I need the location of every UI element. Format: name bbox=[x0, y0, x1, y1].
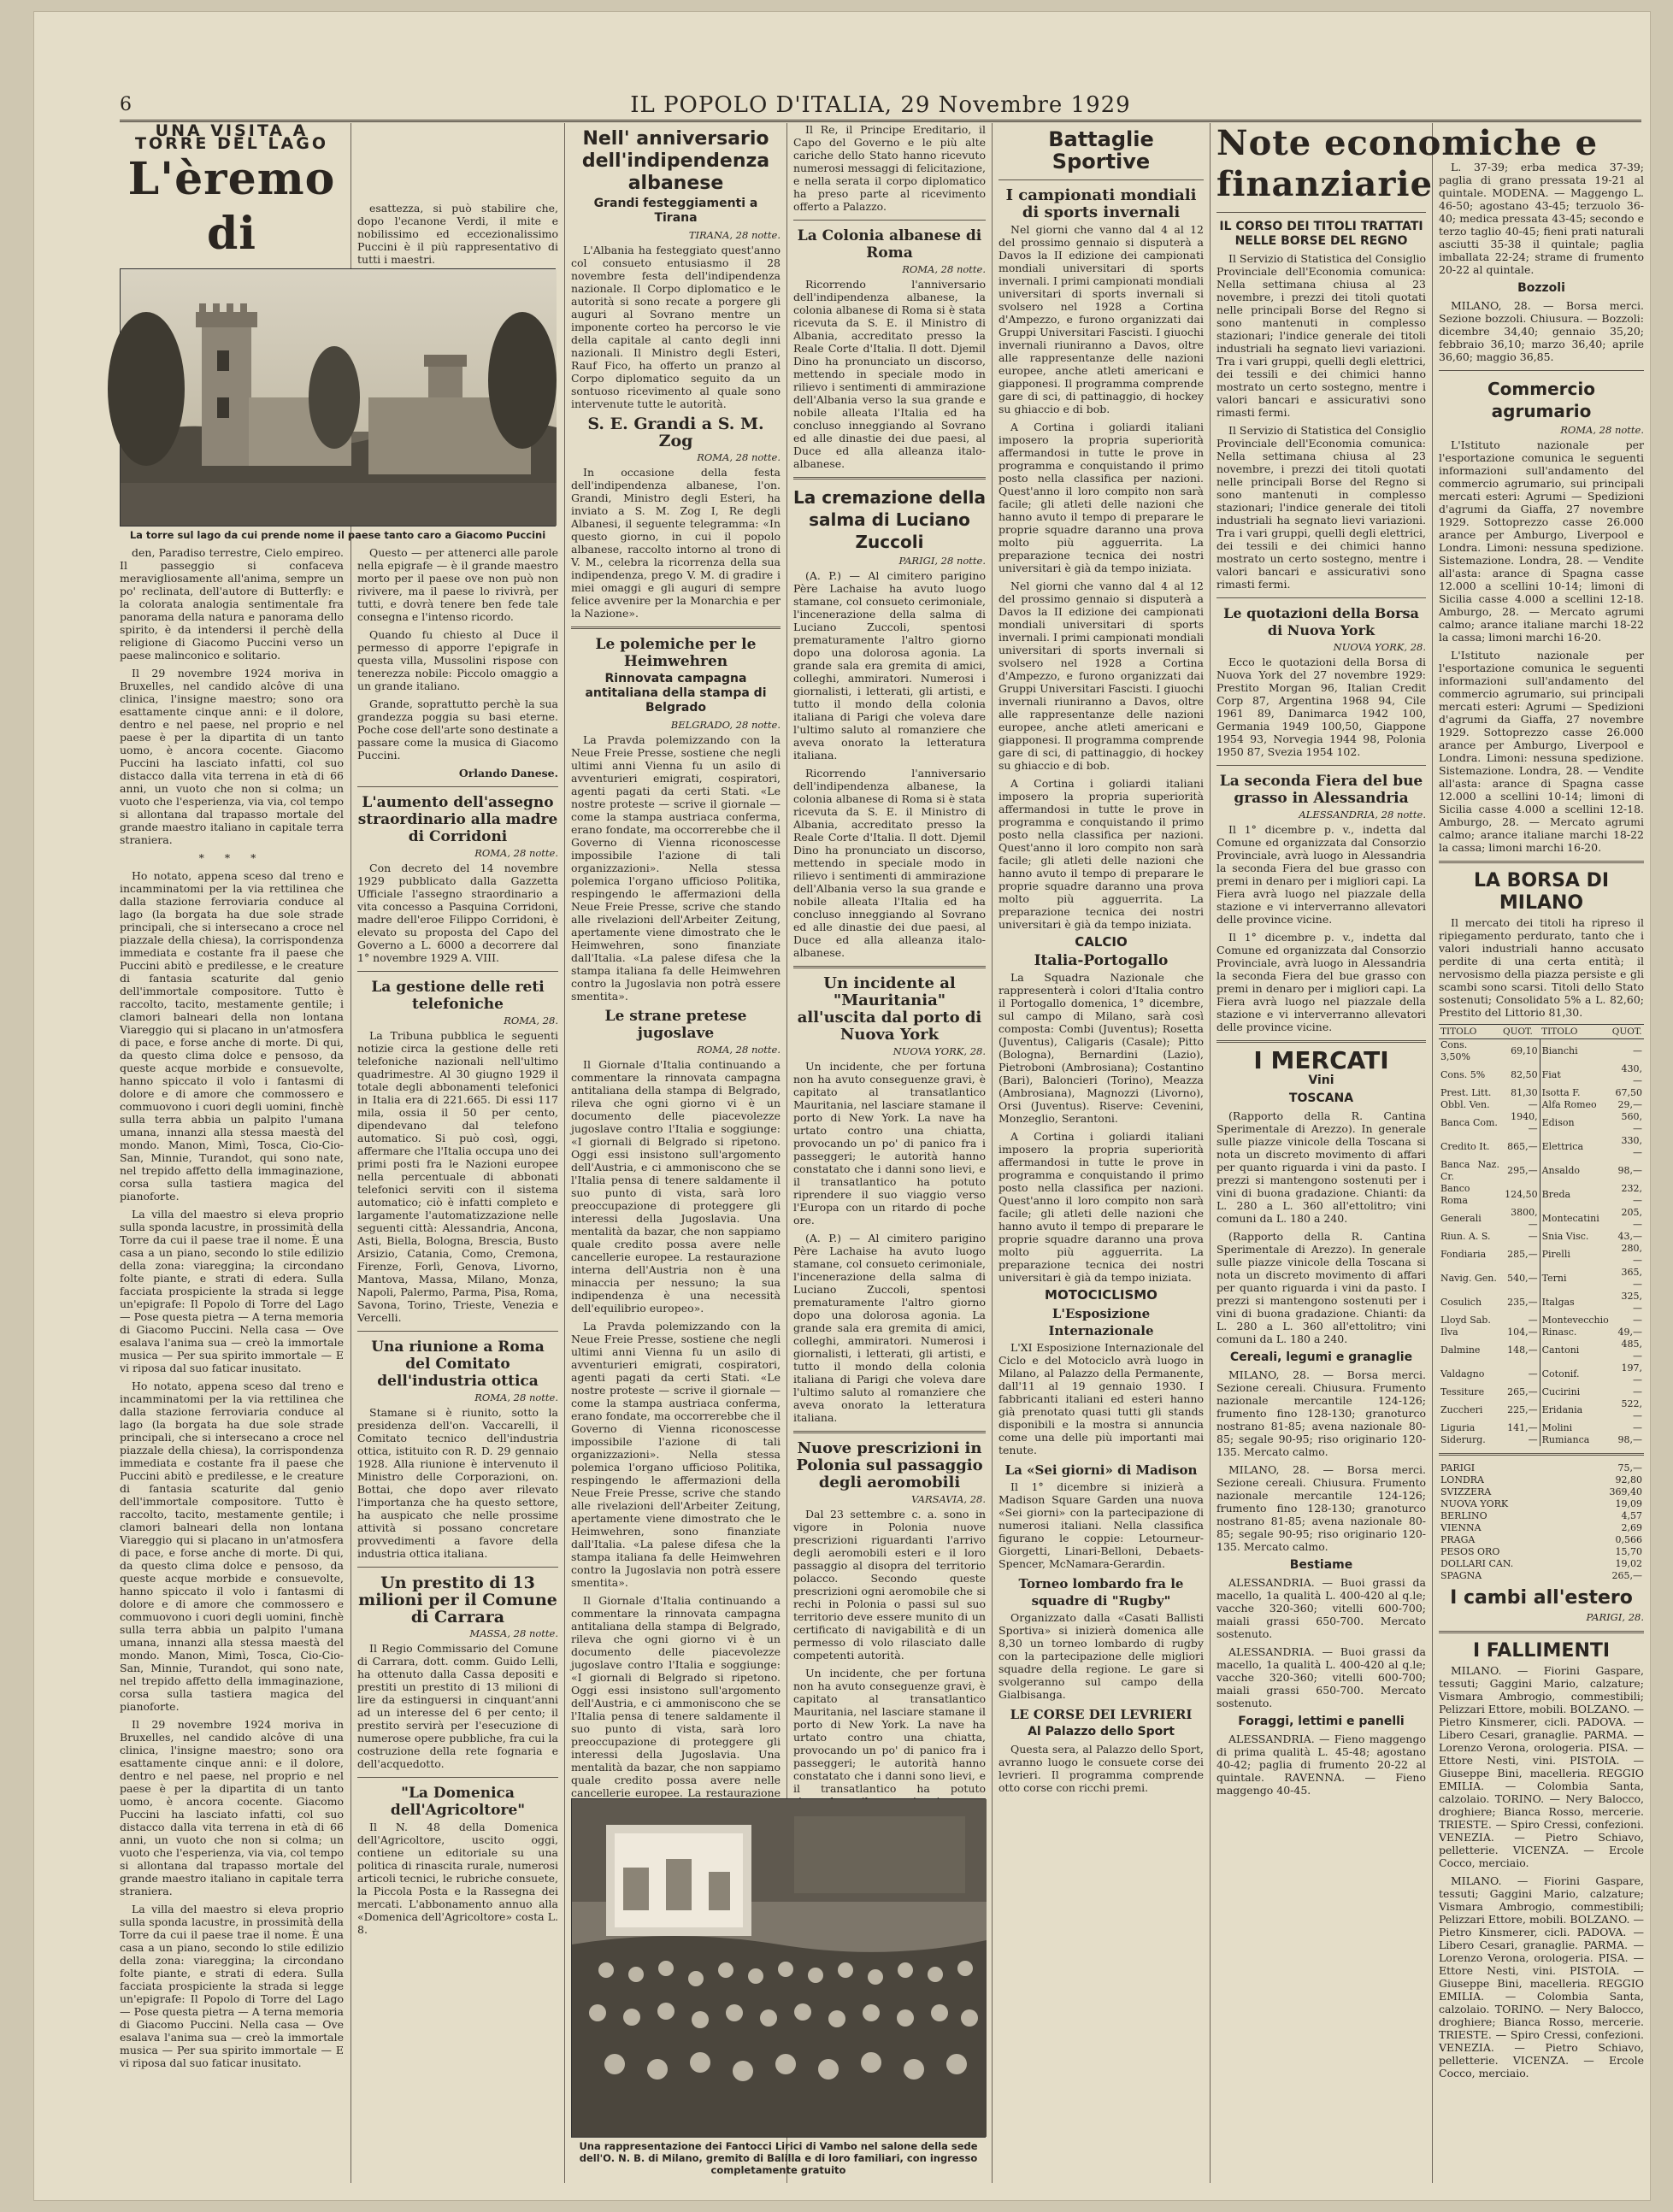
title-cell: Banco Roma bbox=[1440, 1183, 1470, 1206]
table-row bbox=[1439, 1386, 1644, 1398]
paragraph: La Tribuna pubblica le seguenti notizie circa la gestione delle reti telefoniche nazionali nell'ultimo quadrimestre. Al 30 giugno 1929 il totale degli abbonamenti telefonici in Italia era di 221.665. Di essi 117 mila, ossia il 50 per cento, dipendevano dal telefono automatico. Si può così, oggi, affermare che l'Italia occupa uno dei primi posti fra le Nazioni europee nella percentuale di abbonati telefonici serviti con il sistema automatico; ciò è infatti completo e largamente l'automatizzazione nelle seguenti città: Alessandria, Ancona, Asti, Biella, Bologna, Brescia, Busto Arsizio, Catania, Como, Cremona, Firenze, Forlì, Genova, Livorno, Mantova, Massa, Milano, Monza, Napoli, Palermo, Parma, Pisa, Roma, Savona, Torino, Trieste, Venezia e Vercelli. bbox=[357, 1029, 558, 1324]
paragraph: Il Giornale d'Italia continuando a commentare la rinnovata campagna antitaliana della stampa di Belgrado, rileva che ogni giorno vi è un documento delle piacevolezze jugoslave contro l'Italia e soggiunge: «I giornali di Belgrado si ripetono. Oggi essi insistono sull'argomento dell'Austria, e ci ammoniscono che se l'Italia pensa di tenere saldamente il suo punto di vista, sarà loro preoccupazione di proteggere gli interessi della Jugoslavia. Una mentalità da bazar, che non sappiamo quale credito possa avere nelle cancellerie europee. La restaurazione interna dell'Austria non è una minaccia per nessuno; la sua indipendenza è una necessità dell'equilibrio europeo». bbox=[571, 1058, 781, 1315]
masthead bbox=[120, 91, 1641, 122]
table-row bbox=[1439, 1570, 1644, 1582]
currency-cell: PRAGA bbox=[1440, 1534, 1476, 1545]
subhead: Grandi festeggiamenti a Tirana bbox=[593, 197, 758, 225]
table-row bbox=[1439, 1183, 1644, 1207]
headline-colonia: La Colonia albanese di Roma bbox=[797, 227, 982, 262]
quote-cell: 365,— bbox=[1621, 1267, 1642, 1290]
paragraph: den, Paradiso terrestre, Cielo empireo. Il passeggio si confaceva meravigliosamente all'anima, sempre un po' reclinata, dell'autore di Butterfly: e la colorata analogia sentimentale fra panorama della natura e panorama dello spirito, è da intendersi il perchè della religione di Giacomo Puccini verso un paese malinconico e solitario. bbox=[120, 546, 344, 662]
subhead: TOSCANA bbox=[1288, 1091, 1354, 1105]
quote-cell: 285,— bbox=[1507, 1249, 1538, 1260]
paragraph: L'Istituto nazionale per l'esportazione comunica le seguenti informazioni sull'andamento del commercio agrumario, sui principali mercati esteri: Agrumi — Spedizioni d'agrumi da Giaffa, 27 novembre 1929. Sottoprezzo casse 26.000 arance per Amburgo, Liverpool e Londra. Limoni: nessuna spedizione. Sistemazione. Londra, 28. — Vendite all'asta: arance di Spagna casse 12.000 a scellini 10-14; limoni di Sicilia casse 4.000 a scellini 12-18. Amburgo, 28. — Mercato agrumi calmo; arance italiane marchi 18-22 la cassa; limoni marchi 16-20. bbox=[1439, 649, 1644, 854]
title-cell: Banca Com. bbox=[1440, 1117, 1498, 1128]
photo-caption: Una rappresentazione dei Fantocci Lirici di Vambo nel salone della sede dell'O. N. B. di Milano, gremito di Balilla e di loro familiari, con ingresso completamente gratuito bbox=[579, 2140, 978, 2176]
paragraph: La villa del maestro si eleva proprio sulla sponda lacustre, in prossimità della Torre da cui il paese trae il nome. È una casa a un piano, secondo lo stile edilizio della zona: viareggina; la circondano folte piante, e strati di edera. Sulla facciata prospiciente la strada si legge un'epigrafe: Il Popolo di Torre del Lago — Pose questa pietra — A terna memoria di Giacomo Puccini. Nella casa — Ove esalava l'anima sua — creò la immortale musica — Per sua spirito immortale — E vi riposa dal suo faticar inusitato. bbox=[120, 1208, 344, 1374]
currency-cell: NUOVA YORK bbox=[1440, 1498, 1509, 1509]
headline-mercati: I MERCATI bbox=[1253, 1046, 1389, 1074]
headline-borsa-milano: LA BORSA DI MILANO bbox=[1473, 870, 1610, 914]
headline-anniversario: Nell' anniversario dell'indipendenza albanese bbox=[581, 128, 770, 194]
rate-cell: 19,02 bbox=[1615, 1558, 1642, 1569]
dateline: ROMA, 28 notte. bbox=[1560, 424, 1644, 436]
paragraph: MILANO, 28. — Borsa merci. Sezione cereali. Chiusura. Frumento nazionale mercantile 124-126; frumento fino 128-130; granoturco nostrano 81-85; avena nazionale 80-85; segale 90-95; riso originario 120-135. Mercato calmo. bbox=[1216, 1463, 1426, 1553]
title-cell: Navig. Gen. bbox=[1440, 1273, 1497, 1284]
title-cell: Liguria bbox=[1440, 1422, 1476, 1433]
paragraph: Ricorrendo l'anniversario dell'indipendenza albanese, la colonia albanese di Roma si è stata ricevuta da S. E. il Ministro di Albania, accreditato presso la Reale Corte d'Italia. Il dott. Djemil Dino ha pronunciato un discorso, mettendo in speciale modo in rilievo i sentimenti di ammirazione dell'Albania verso la sua grande e nobile alleata l'Italia ed ha concluso inneggiando al Sovrano ed alle dinastie dei due paesi, al Duce ed alla alleanza italo-albanese. bbox=[793, 767, 986, 959]
title-cell: Generali bbox=[1440, 1213, 1482, 1224]
headline-agrumario: Commercio agrumario bbox=[1487, 379, 1595, 421]
title-cell: Rinasc. bbox=[1540, 1327, 1611, 1338]
subhead: Al Palazzo dello Sport bbox=[1028, 1725, 1175, 1738]
table-row bbox=[1439, 1362, 1644, 1386]
quote-cell: — bbox=[1528, 1434, 1538, 1445]
section-title-note-economiche: Note economiche e finanziarie bbox=[1216, 123, 1599, 204]
paragraph: La Pravda polemizzando con la Neue Freie Presse, sostiene che negli ultimi anni Vienna fu un asilo di avventurieri emigrati, cospiratori, agenti pagati da certi Stati. «Le nostre proteste — scrive il giornale — come la stampa austriaca conferma, erano fondate, ma occorrerebbe che il Governo di Vienna riconoscesse impossibile l'azione di tali organizzazioni». Nella stessa polemica l'organo ufficioso Politika, respingendo le affermazioni della Neue Freie Presse, scrive che stando alle rivelazioni dell'Arbeiter Zeitung, apertamente viene dimostrato che le Heimwehren, sono finanziate dall'Italia. «La palese difesa che la stampa italiana fa delle Heimwehren contro la Jugoslavia non potrà essere smentita». bbox=[571, 733, 781, 1003]
column-3 bbox=[571, 123, 781, 1799]
paragraph: Il Servizio di Statistica del Consiglio Provinciale dell'Economia comunica: Nella settimana chiusa al 23 novembre, i prezzi dei titoli quotati nelle principali Borse del Regno si sono mantenuti in complesso stazionari; l'indice generale dei titoli industriali ha segnato lievi variazioni. Tra i vari gruppi, quelli degli elettrici, dei tessili e dei chimici hanno mostrato un certo sostegno, mentre i valori bancari e assicurativi sono rimasti fermi. bbox=[1216, 252, 1426, 419]
rate-cell: 19,09 bbox=[1615, 1498, 1642, 1509]
table-row bbox=[1439, 1159, 1644, 1183]
quote-cell: — bbox=[1528, 1368, 1538, 1380]
title-cell: Eridania bbox=[1540, 1398, 1611, 1422]
quote-cell: 197,— bbox=[1621, 1362, 1642, 1385]
table-row bbox=[1439, 1291, 1644, 1315]
headline-strane-pretese: Le strane pretese jugoslave bbox=[604, 1008, 747, 1042]
quote-cell: 330,— bbox=[1621, 1135, 1642, 1158]
quote-cell: — bbox=[1633, 1422, 1642, 1433]
currency-cell: VIENNA bbox=[1440, 1522, 1482, 1533]
table-row bbox=[1439, 1243, 1644, 1267]
title-cell: Ansaldo bbox=[1540, 1159, 1611, 1183]
title-cell: Prest. Litt. bbox=[1440, 1087, 1492, 1098]
dateline: TIRANA, 28 notte. bbox=[688, 229, 781, 241]
quotations-table bbox=[1439, 1024, 1644, 1446]
paragraph: Il 1° dicembre p. v., indetta dal Comune ed organizzata dal Consorzio Provinciale, avrà luogo in Alessandria la seconda Fiera del bue grasso con premi in denaro per i migliori capi. La Fiera avrà luogo nel piazzale della stazione e vi interverranno allevatori delle province vicine. bbox=[1216, 823, 1426, 926]
table-row bbox=[1439, 1099, 1644, 1111]
subhead: Foraggi, lettimi e panelli bbox=[1238, 1715, 1405, 1728]
currency-cell: LONDRA bbox=[1440, 1474, 1484, 1485]
paragraph: L'XI Esposizione Internazionale del Ciclo e del Motociclo avrà luogo in Milano, al Palazzo della Permanente, dall'11 al 19 gennaio 1930. I fabbricanti italiani ed esteri hanno già prenotato quasi tutti gli stands disponibili e la mostra si annuncia come una delle più importanti mai tenute. bbox=[998, 1341, 1204, 1456]
quote-cell: 235,— bbox=[1507, 1297, 1538, 1308]
paragraph: Il Regio Commissario del Comune di Carrara, dott. comm. Guido Lelli, ha ottenuto dalla Cassa depositi e prestiti un prestito di 13 milioni di lire da estinguersi in cinquant'anni ad un interesse del 6 per cento; il prestito servirà per l'esecuzione di numerose opere pubbliche, fra cui la costruzione della rete fognaria e dell'acquedotto. bbox=[357, 1642, 558, 1770]
paragraph: Questa sera, al Palazzo dello Sport, avranno luogo le consuete corse dei levrieri. Il programma comprende otto corse con ricchi premi. bbox=[998, 1743, 1204, 1794]
table-row bbox=[1439, 1338, 1644, 1362]
title-cell: Valdagno bbox=[1440, 1368, 1485, 1380]
title-cell: Dalmine bbox=[1440, 1344, 1481, 1356]
paragraph: La villa del maestro si eleva proprio sulla sponda lacustre, in prossimità della Torre da cui il paese trae il nome. È una casa a un piano, secondo lo stile edilizio della zona: viareggina; la circondano folte piante, e strati di edera. Sulla facciata prospiciente la strada si legge un'epigrafe: Il Popolo di Torre del Lago — Pose questa pietra — A terna memoria di Giacomo Puccini. Nella casa — Ove esalava l'anima sua — creò la immortale musica — Per sua spirito immortale — E vi riposa dal suo faticar inusitato. bbox=[120, 1903, 344, 2069]
paragraph: Dal 23 settembre c. a. sono in vigore in Polonia nuove prescrizioni riguardanti l'arrivo degli aeromobili esteri e il loro passaggio al disopra del territorio polacco. Secondo queste prescrizioni ogni aeromobile che si rechi in Polonia o passi sul suo territorio deve essere munito di un certificato di navigabilità e di un permesso di volo rilasciato dalle competenti autorità. bbox=[793, 1508, 986, 1662]
quote-cell: 205,— bbox=[1621, 1207, 1642, 1230]
title-cell: Ilva bbox=[1440, 1327, 1458, 1338]
quote-cell: 148,— bbox=[1507, 1344, 1538, 1356]
headline-italia-portogallo: Italia-Portogallo bbox=[1034, 952, 1169, 969]
title-cell: Riun. A. S. bbox=[1440, 1231, 1491, 1242]
paragraph: Il Servizio di Statistica del Consiglio Provinciale dell'Economia comunica: Nella settimana chiusa al 23 novembre, i prezzi dei titoli quotati nelle principali Borse del Regno si sono mantenuti in complesso stazionari; l'indice generale dei titoli industriali ha segnato lievi variazioni. Tra i vari gruppi, quelli degli elettrici, dei tessili e dei chimici hanno mostrato un certo sostegno, mentre i valori bancari e assicurativi sono rimasti fermi. bbox=[1216, 424, 1426, 591]
rate-cell: 15,70 bbox=[1615, 1546, 1642, 1557]
title-cell: Fondiaria bbox=[1440, 1249, 1487, 1260]
dateline: MASSA, 28 notte. bbox=[469, 1627, 558, 1639]
quote-cell: 43,— bbox=[1617, 1231, 1642, 1242]
table-header: TITOLO bbox=[1439, 1025, 1501, 1039]
headline-heimwehren: Le polemiche per le Heimwehren bbox=[595, 636, 757, 670]
section-calcio: CALCIO bbox=[1075, 934, 1128, 950]
rate-cell: 92,80 bbox=[1615, 1474, 1642, 1485]
rate-cell: 2,69 bbox=[1621, 1522, 1642, 1533]
headline-prestito: Un prestito di 13 milioni per il Comune di Carrara bbox=[358, 1574, 557, 1627]
title-cell: Cosulich bbox=[1440, 1297, 1482, 1308]
vambo-photo-block bbox=[571, 1798, 986, 2183]
quote-cell: 865,— bbox=[1507, 1141, 1538, 1152]
title-cell: Montecatini bbox=[1540, 1207, 1611, 1231]
paragraph: Il 1° dicembre p. v., indetta dal Comune ed organizzata dal Consorzio Provinciale, avrà luogo in Alessandria la seconda Fiera del bue grasso con premi in denaro per i migliori capi. La Fiera avrà luogo nel piazzale della stazione e vi interverranno allevatori delle province vicine. bbox=[1216, 931, 1426, 1033]
quote-cell: 98,— bbox=[1617, 1165, 1642, 1176]
table-row bbox=[1439, 1063, 1644, 1087]
paragraph: Quando fu chiesto al Duce il permesso di apporre l'epigrafe in questa villa, Mussolini rispose con tenerezza nobile: Piccolo omaggio a un grande italiano. bbox=[357, 628, 558, 692]
currency-cell: PARIGI bbox=[1440, 1462, 1476, 1474]
quote-cell: 522,— bbox=[1621, 1398, 1642, 1421]
title-cell: Fiat bbox=[1540, 1063, 1611, 1087]
quote-cell: — bbox=[1528, 1315, 1538, 1326]
quote-cell: — bbox=[1528, 1099, 1538, 1110]
paragraph: Organizzato dalla «Casati Ballisti Sportiva» si inizierà domenica alle 8,30 un torneo lombardo di rugby con la partecipazione delle migliori squadre della regione. Le gare si svolgeranno sul campo della Gialbisanga. bbox=[998, 1611, 1204, 1701]
rate-cell: 4,57 bbox=[1621, 1510, 1642, 1521]
table-row bbox=[1439, 1398, 1644, 1422]
headline-battaglie: Battaglie Sportive bbox=[1048, 127, 1154, 174]
paragraph: (Rapporto della R. Cantina Sperimentale di Arezzo). In generale sulle piazze vinicole della Toscana si nota un discreto movimento di affari per quanto riguarda i vini da pasto. I prezzi si mantengono sostenuti per i vini di buona gradazione. Chianti: da L. 280 a L. 360 all'ettolitro; vini comuni da L. 180 a 240. bbox=[1216, 1109, 1426, 1225]
title-cell: Elettrica bbox=[1540, 1135, 1611, 1159]
quote-cell: 232,— bbox=[1621, 1183, 1642, 1206]
column-7 bbox=[1439, 123, 1644, 2191]
rate-cell: 75,— bbox=[1617, 1462, 1642, 1474]
title-cell: Credito It. bbox=[1440, 1141, 1490, 1152]
quote-cell: 49,— bbox=[1617, 1327, 1642, 1338]
title-cell: Cons. 5% bbox=[1440, 1069, 1486, 1080]
paragraph: ALESSANDRIA. — Buoi grassi da macello, 1a qualità L. 400-420 al q.le; vacche 320-360; vitelli 600-700; maiali grassi 650-700. Mercato sostenuto. bbox=[1216, 1645, 1426, 1709]
title-cell: Siderurg. bbox=[1440, 1434, 1486, 1445]
title-cell: Edison bbox=[1540, 1111, 1611, 1135]
paragraph: MILANO. — Fiorini Gaspare, tessuti; Gaggini Mario, calzature; Vismara Ambrogio, commestibili; Pelizzari Ettore, mobili. BOLZANO. — Pietro Kinsmerer, cicli. PADOVA. — Libero Cesari, granaglie. PARMA. — Lorenzo Verona, orologeria. PISA. — Ettore Nesti, vini. PISTOIA. — Giuseppe Bini, macelleria. REGGIO EMILIA. — Colombia Santa, calzolaio. TORINO. — Nery Balocco, droghiere; Bianca Rosso, mercerie. TRIESTE. — Spiro Cressi, confezioni. VENEZIA. — Pietro Schiavo, pelletterie. VICENZA. — Ercole Cocco, merciaio. bbox=[1439, 1874, 1644, 2080]
paragraph: Grande, soprattutto perchè la sua grandezza poggia su basi eterne. Poche cose dell'arte sono destinate a passare come la musica di Giacomo Puccini. bbox=[357, 697, 558, 762]
quote-cell: 265,— bbox=[1507, 1386, 1538, 1397]
article-title: L'èremo di bbox=[127, 153, 336, 260]
title-cell: Terni bbox=[1540, 1267, 1611, 1291]
column-4 bbox=[793, 123, 986, 1795]
paragraph: A Cortina i goliardi italiani imposero la propria superiorità affermandosi in tutte le prove in programma e conquistando il primo posto nella classifica per nazioni. Quest'anno il loro compito non sarà facile; gli atleti delle nazioni che hanno avuto il tempo di preparare le proprie squadre daranno una prova molto più agguerrita. La preparazione tecnica dei nostri universitari è già da tempo iniziata. bbox=[998, 777, 1204, 931]
dateline: BELGRADO, 28 notte. bbox=[670, 719, 781, 731]
currency-cell: PESOS ORO bbox=[1440, 1546, 1500, 1557]
currency-cell: SPAGNA bbox=[1440, 1570, 1482, 1581]
table-row bbox=[1439, 1510, 1644, 1522]
paragraph: ALESSANDRIA. — Buoi grassi da macello, 1a qualità L. 400-420 al q.le; vacche 320-360; vitelli 600-700; maiali grassi 650-700. Mercato sostenuto. bbox=[1216, 1576, 1426, 1640]
table-header: TITOLO bbox=[1540, 1025, 1611, 1039]
table-row bbox=[1439, 1422, 1644, 1434]
paragraph: L. 37-39; erba medica 37-39; paglia di grano pressata 19-21 al quintale. MODENA. — Maggengo L. 46-50; agostano 43-45; terzuolo 36-40; medica pressata 43-45; secondo e terzo taglio 40-45; fieni prati naturali asciutti 35-38 il quintale; paglia imballata 22-24; strame di frumento 20-22 al quintale. bbox=[1439, 161, 1644, 276]
dateline: NUOVA YORK, 28. bbox=[892, 1045, 986, 1057]
quote-cell: 295,— bbox=[1507, 1165, 1538, 1176]
paragraph: In occasione della festa dell'indipendenza albanese, l'on. Grandi, Ministro degli Esteri, ha inviato a S. M. Zog I, Re degli Albanesi, il seguente telegramma: «In questo giorno, in cui il popolo albanese, raccolto intorno al trono di V. M., celebra la ricorrenza della sua indipendenza, prego V. M. di gradire i miei omaggi e gli auguri di sempre felice avvenire per la Monarchia e per la Nazione». bbox=[571, 466, 781, 620]
quote-cell: 124,50 bbox=[1505, 1189, 1538, 1200]
title-cell: Isotta F. bbox=[1540, 1087, 1611, 1099]
table-row bbox=[1439, 1474, 1644, 1486]
table-row bbox=[1439, 1558, 1644, 1570]
paragraph: Il N. 48 della Domenica dell'Agricoltore, uscito oggi, contiene un editoriale su una politica di rinascita rurale, numerosi articoli tecnici, le rubriche consuete, la Piccola Posta e la Rassegna dei mercati. L'abbonamento annuo alla «Domenica dell'Agricoltore» costa L. 8. bbox=[357, 1821, 558, 1936]
title-cell: Cantoni bbox=[1540, 1338, 1611, 1362]
currency-cell: BERLINO bbox=[1440, 1510, 1487, 1521]
headline-domenica: "La Domenica dell'Agricoltore" bbox=[390, 1785, 526, 1819]
headline-rugby: Torneo lombardo fra le squadre di "Rugby" bbox=[1018, 1576, 1184, 1609]
table-row bbox=[1439, 1207, 1644, 1231]
table-row bbox=[1439, 1327, 1644, 1338]
quote-cell: 141,— bbox=[1507, 1422, 1538, 1433]
headline-cremazione: La cremazione della salma di Luciano Zuccoli bbox=[793, 487, 986, 552]
rate-cell: 0,566 bbox=[1615, 1534, 1642, 1545]
headline-mauritania: Un incidente al "Mauritania" all'uscita dal porto di Nuova York bbox=[797, 974, 982, 1044]
quote-cell: 225,— bbox=[1507, 1404, 1538, 1415]
signature: Orlando Danese. bbox=[458, 767, 558, 779]
title-cell: Italgas bbox=[1540, 1291, 1611, 1315]
title-cell: Montevecchio bbox=[1540, 1315, 1611, 1327]
paragraph: esattezza, si può stabilire che, dopo l'ecanone Verdi, il mite e nobilissimo ed eccezionalissimo Puccini è il più rappresentativo di tutti i maestri. bbox=[357, 202, 558, 266]
quote-cell: 104,— bbox=[1507, 1327, 1538, 1338]
newspaper-page bbox=[34, 12, 1650, 2200]
paragraph: Ricorrendo l'anniversario dell'indipendenza albanese, la colonia albanese di Roma si è stata ricevuta da S. E. il Ministro di Albania, accreditato presso la Reale Corte d'Italia. Il dott. Djemil Dino ha pronunciato un discorso, mettendo in speciale modo in rilievo i sentimenti di ammirazione dell'Albania verso la sua grande e nobile alleata l'Italia ed ha concluso inneggiando al Sovrano ed alle dinastie dei due paesi, al Duce ed alla alleanza italo-albanese. bbox=[793, 278, 986, 470]
column-2-body bbox=[357, 546, 558, 2191]
quote-cell: 280,— bbox=[1621, 1243, 1642, 1266]
paragraph: (A. P.) — Al cimitero parigino Père Lachaise ha avuto luogo stamane, col consueto cerimoniale, l'incenerazione della salma di Luciano Zuccoli, spentosi prematuramente l'altro giorno dopo una dolorosa agonia. La grande sala era gremita di amici, colleghi, ammiratori. Numerosi i giornalisti, i letterati, gli artisti, e tutto il mondo della colonia italiana di Parigi che voleva dare l'ultimo saluto al romanziere che aveva onorato la letteratura italiana. bbox=[793, 569, 986, 762]
paragraph: Nel giorni che vanno dal 4 al 12 del prossimo gennaio si disputerà a Davos la II edizione dei campionati mondiali universitari di sports invernali. I primi campionati mondiali universitari di sports invernali si svolsero nel 1928 a Cortina d'Ampezzo, e furono organizzati dai Gruppi Universitari Fascisti. I giuochi invernali riuniranno a Davos, oltre alle rappresentanze delle nazioni europee, anche atleti americani e giapponesi. Il programma comprende gare di sci, di pattinaggio, di hockey su ghiaccio e di bob. bbox=[998, 579, 1204, 772]
paragraph: Con decreto del 14 novembre 1929 pubblicato dalla Gazzetta Ufficiale l'assegno straordinario a vita concesso a Pasquina Corridoni, madre dell'eroe Filippo Corridoni, è elevato su proposta del Capo del Governo a L. 6000 a decorrere dal 1° novembre 1929 A. VIII. bbox=[357, 862, 558, 964]
subhead: Bozzoli bbox=[1517, 281, 1565, 295]
title-cell: Zuccheri bbox=[1440, 1404, 1483, 1415]
table-row bbox=[1439, 1267, 1644, 1291]
headline-cambi: I cambi all'estero bbox=[1450, 1587, 1633, 1609]
title-cell: Breda bbox=[1540, 1183, 1611, 1207]
table-row bbox=[1439, 1231, 1644, 1243]
subhead: Rinnovata campagna antitaliana della stampa di Belgrado bbox=[585, 672, 767, 715]
title-cell: Rumianca bbox=[1540, 1434, 1611, 1446]
dateline: ROMA, 28 notte. bbox=[697, 1044, 781, 1056]
subhead: Vini bbox=[1308, 1074, 1334, 1087]
subhead: Cereali, legumi e granaglie bbox=[1229, 1350, 1413, 1364]
column-1-body bbox=[120, 546, 344, 2191]
page-number: 6 bbox=[120, 94, 132, 115]
headline-borsa-ny: Le quotazioni della Borsa di Nuova York bbox=[1223, 605, 1419, 638]
paragraph: MILANO, 28. — Borsa merci. Sezione bozzoli. Chiusura. — Bozzoli: dicembre 34,40; gennaio 35,20; febbraio 36,10; marzo 36,40; aprile 36,60; maggio 36,85. bbox=[1439, 299, 1644, 363]
quote-cell: — bbox=[1633, 1315, 1642, 1326]
paragraph: ALESSANDRIA. — Fieno maggengo di prima qualità L. 45-48; agostano 40-42; paglia di frumento 20-22 al quintale. RAVENNA. — Fieno maggengo 40-45. bbox=[1216, 1733, 1426, 1797]
table-header: QUOT. bbox=[1501, 1025, 1540, 1039]
table-row bbox=[1439, 1498, 1644, 1510]
headline-assegno: L'aumento dell'assegno straordinario alla madre di Corridoni bbox=[357, 794, 558, 845]
headline-fallimenti: I FALLIMENTI bbox=[1472, 1640, 1611, 1662]
paragraph: Il mercato dei titoli ha ripreso il ripiegamento perdurato, tanto che i valori industriali hanno accusato perdite di una certa entità; il nervosismo della piazza persiste e gli scambi sono scarsi. Titoli dello Stato sostenuti; Consolidato 5% a L. 82,60; Prestito del Littorio 81,30. bbox=[1439, 916, 1644, 1019]
paragraph: L'Istituto nazionale per l'esportazione comunica le seguenti informazioni sull'andamento del commercio agrumario, sui principali mercati esteri: Agrumi — Spedizioni d'agrumi da Giaffa, 27 novembre 1929. Sottoprezzo casse 26.000 arance per Amburgo, Liverpool e Londra. Limoni: nessuna spedizione. Sistemazione. Londra, 28. — Vendite all'asta: arance di Spagna casse 12.000 a scellini 10-14; limoni di Sicilia casse 4.000 a scellini 12-18. Amburgo, 28. — Mercato agrumi calmo; arance italiane marchi 18-22 la cassa; limoni marchi 16-20. bbox=[1439, 438, 1644, 644]
title-cell: Tessiture bbox=[1440, 1386, 1485, 1397]
title-cell: Banca Naz. Cr. bbox=[1440, 1159, 1499, 1182]
table-row bbox=[1439, 1534, 1644, 1546]
paragraph: Un incidente, che per fortuna non ha avuto conseguenze gravi, è capitato al transatlantico Mauritania, nel lasciare stamane il porto di New York. La nave ha urtato contro una chiatta, provocando un po' di panico fra i passeggeri; le autorità hanno constatato che i danni sono lievi, e il transatlantico ha potuto bbox=[793, 1667, 986, 1795]
quote-cell: 67,50 bbox=[1615, 1087, 1642, 1098]
paragraph: Ecco le quotazioni della Borsa di Nuova York del 27 novembre 1929: Prestito Morgan 96, Italian Credit Corp 87, Argentina 1968 94, Cile 1961 89, Danimarca 1942 100, Germania 1949 100,50, Giappone 1954 93, Norvegia 1944 98, Polonia 1950 87, Svezia 1954 102. bbox=[1216, 656, 1426, 758]
headline-esposizione: L'Esposizione Internazionale bbox=[1048, 1306, 1154, 1338]
quote-cell: 560,— bbox=[1621, 1111, 1642, 1134]
table-row bbox=[1439, 1546, 1644, 1558]
headline-polonia: Nuove prescrizioni in Polonia sul passaggio degli aeromobili bbox=[796, 1439, 983, 1491]
table-row bbox=[1439, 1462, 1644, 1474]
dateline: VARSAVIA, 28. bbox=[911, 1493, 986, 1505]
dateline: ROMA, 28 notte. bbox=[697, 451, 781, 463]
paragraph: Stamane si è riunito, sotto la presidenza dell'on. Vaccarelli, il Comitato tecnico dell'industria ottica, istituito con R. D. 29 gennaio 1928. Alla riunione è intervenuto il Ministro delle Corporazioni, on. Bottai, che dopo aver rilevato l'importanza che ha questo settore, ha auspicato che nelle prossime attività si possano concretare provvedimenti a favore della industria ottica italiana. bbox=[357, 1406, 558, 1560]
paragraph: Ho notato, appena sceso dal treno e incamminatomi per la via rettilinea che dalla stazione ferroviaria conduce al lago (la borgata ha due sole strade principali, che si intersecano a croce nel piazzale della chiesa), la corrispondenza immediata e costante fra il paese che Puccini abitò e predilesse, e le creature di fantasia scaturite dal genio dell'immortale compositore. Tutto è raccolto, tacito, mestamente gentile; i clamori balneari della non lontana Viareggio qui si placano in un'atmosfera di pace, e forse anche di morte. Di qui, da questo clima dolce e pensoso, da queste acque morbide e consuevolte, hanno spiccato il volo i fantasmi di dolore e di amore che commossero e commuovono i cuori degli uomini, finchè sulla terra abbia un palpito l'umana umana, innanzi alla stessa maestà del mondo. Manon, Mimì, Tosca, Cio-Cio-San, Minnie, Turandot, qui sono nate, nel trepido affetto della immaginazione, corsa sulla tastiera magica del pianoforte. bbox=[120, 869, 344, 1203]
headline-campionati: I campionati mondiali di sports invernali bbox=[1005, 186, 1197, 221]
quote-cell: — bbox=[1528, 1231, 1538, 1242]
vambo-photo-image bbox=[572, 1799, 987, 2137]
quote-cell: 98,— bbox=[1617, 1434, 1642, 1445]
quote-cell: 540,— bbox=[1507, 1273, 1538, 1284]
headline-reti: La gestione delle reti telefoniche bbox=[371, 979, 545, 1013]
paragraph: Il 1° dicembre si inizierà a Madison Square Garden una nuova «Sei giorni» con la partecipazione di numerosi italiani. Nella classifica figurano le coppie: Letourneur-Giorgetti, Linari-Belloni, Debaets-Spencer, McNamara-Gerardin. bbox=[998, 1480, 1204, 1570]
paragraph: A Cortina i goliardi italiani imposero la propria superiorità affermandosi in tutte le prove in programma e conquistando il primo posto nella classifica per nazioni. Quest'anno il loro compito non sarà facile; gli atleti delle nazioni che hanno avuto il tempo di preparare le proprie squadre daranno una prova molto più agguerrita. La preparazione tecnica dei nostri universitari è già da tempo iniziata. bbox=[998, 1130, 1204, 1284]
table-row bbox=[1439, 1111, 1644, 1135]
article-kicker: UNA VISITA A TORRE DEL LAGO bbox=[135, 121, 328, 153]
title-cell: Snia Visc. bbox=[1540, 1231, 1611, 1243]
headline-levrieri: LE CORSE DEI LEVRIERI bbox=[1010, 1707, 1193, 1722]
table-row bbox=[1439, 1434, 1644, 1446]
paragraph: Il 29 novembre 1924 moriva in Bruxelles, nel candido alcôve di una clinica, l'insigne maestro; sono ora esattamente cinque anni: e il dolore, dentro e nel paese, nel proprio e nel paese è per la dipartita di un tanto uomo, è ancora cocente. Giacomo Puccini ha lasciato infatti, col suo distacco dalla vita terrena in età di 66 anni, un vuoto che non si colma; un vuoto che l'esperienza, via via, col tempo si allontana dal trapasso mortale del grande maestro italiano in capitale terra straniera. bbox=[120, 1718, 344, 1897]
dateline: ROMA, 28 notte. bbox=[474, 847, 558, 859]
table-header: QUOT. bbox=[1611, 1025, 1644, 1039]
dateline: ALESSANDRIA, 28 notte. bbox=[1299, 809, 1426, 821]
title-cell: Obbl. Ven. bbox=[1440, 1099, 1490, 1110]
table-row bbox=[1439, 1486, 1644, 1498]
paragraph: MILANO. — Fiorini Gaspare, tessuti; Gaggini Mario, calzature; Vismara Ambrogio, commestibili; Pelizzari Ettore, mobili. BOLZANO. — Pietro Kinsmerer, cicli. PADOVA. — Libero Cesari, granaglie. PARMA. — Lorenzo Verona, orologeria. PISA. — Ettore Nesti, vini. PISTOIA. — Giuseppe Bini, macelleria. REGGIO EMILIA. — Colombia Santa, calzolaio. TORINO. — Nery Balocco, droghiere; Bianca Rosso, mercerie. TRIESTE. — Spiro Cressi, confezioni. VENEZIA. — Pietro Schiavo, pelletterie. VICENZA. — Ercole Cocco, merciaio. bbox=[1439, 1664, 1644, 1869]
headline-riunione: Una riunione a Roma del Comitato dell'industria ottica bbox=[371, 1338, 545, 1390]
table-row bbox=[1439, 1135, 1644, 1159]
title-cell: Molini bbox=[1540, 1422, 1611, 1434]
section-motociclismo: MOTOCICLISMO bbox=[1045, 1287, 1158, 1303]
headline-zog: S. E. Grandi a S. M. Zog bbox=[587, 415, 764, 450]
dateline: PARIGI, 28. bbox=[1586, 1611, 1644, 1623]
paragraph: MILANO, 28. — Borsa merci. Sezione cereali. Chiusura. Frumento nazionale mercantile 124-126; frumento fino 128-130; granoturco nostrano 81-85; avena nazionale 80-85; segale 90-95; riso originario 120-135. Mercato calmo. bbox=[1216, 1368, 1426, 1458]
quote-cell: — bbox=[1633, 1045, 1642, 1056]
table-row bbox=[1439, 1522, 1644, 1534]
quote-cell: 69,10 bbox=[1511, 1045, 1538, 1056]
quote-cell: 1940,— bbox=[1511, 1111, 1538, 1134]
title-cell: Cucirini bbox=[1540, 1386, 1611, 1398]
paper-title: IL POPOLO D'ITALIA, 29 Novembre 1929 bbox=[630, 92, 1131, 118]
rate-cell: 265,— bbox=[1611, 1570, 1642, 1581]
photo-caption: La torre sul lago da cui prende nome il paese tanto caro a Giacomo Puccini bbox=[129, 529, 546, 541]
table-row bbox=[1439, 1039, 1644, 1064]
paragraph: Il 29 novembre 1924 moriva in Bruxelles, nel candido alcôve di una clinica, l'insigne maestro; sono ora esattamente cinque anni: e il dolore, dentro e nel paese, nel proprio e nel paese è per la dipartita di un tanto uomo, è ancora cocente. Giacomo Puccini ha lasciato infatti, col suo distacco dalla vita terrena in età di 66 anni, un vuoto che non si colma; un vuoto che l'esperienza, via via, col tempo si allontana dal trapasso mortale del grande maestro italiano in capitale terra straniera. bbox=[120, 667, 344, 846]
paragraph: Nel giorni che vanno dal 4 al 12 del prossimo gennaio si disputerà a Davos la II edizione dei campionati mondiali universitari di sports invernali. I primi campionati mondiali universitari di sports invernali si svolsero nel 1928 a Cortina d'Ampezzo, e furono organizzati dai Gruppi Universitari Fascisti. I giuochi invernali riuniranno a Davos, oltre alle rappresentanze delle nazioni europee, anche atleti americani e giapponesi. Il programma comprende gare di sci, di pattinaggio, di hockey su ghiaccio e di bob. bbox=[998, 223, 1204, 415]
paragraph: Questo — per attenerci alle parole nella epigrafe — è il grande maestro morto per il paese ove non può non rivivere, ma il paese lo rivivrà, per tutti, e dovrà tenere ben fede tale consegna e l'intenso ricordo. bbox=[357, 546, 558, 623]
quote-cell: 81,30 bbox=[1511, 1087, 1538, 1098]
paragraph: A Cortina i goliardi italiani imposero la propria superiorità affermandosi in tutte le prove in programma e conquistando il primo posto nella classifica per nazioni. Quest'anno il loro compito non sarà facile; gli atleti delle nazioni che hanno avuto il tempo di preparare le proprie squadre daranno una prova molto più agguerrita. La preparazione tecnica dei nostri universitari è già da tempo iniziata. bbox=[998, 421, 1204, 574]
dateline: NUOVA YORK, 28. bbox=[1333, 641, 1426, 653]
paragraph: Un incidente, che per fortuna non ha avuto conseguenze gravi, è capitato al transatlantico Mauritania, nel lasciare stamane il porto di New York. La nave ha urtato contro una chiatta, provocando un po' di panico fra i passeggeri; le autorità hanno constatato che i danni sono lievi, e il transatlantico ha potuto riprendere il suo viaggio verso l'Europa con un ritardo di poche ore. bbox=[793, 1060, 986, 1227]
title-cell: Cotonif. bbox=[1540, 1362, 1611, 1386]
quote-cell: 430,— bbox=[1621, 1063, 1642, 1086]
subhead: Bestiame bbox=[1289, 1558, 1353, 1572]
quote-cell: — bbox=[1633, 1386, 1642, 1397]
headline-fiera-bue: La seconda Fiera del bue grasso in Alessandria bbox=[1219, 773, 1423, 807]
paragraph: (A. P.) — Al cimitero parigino Père Lachaise ha avuto luogo stamane, col consueto cerimoniale, l'incenerazione della salma di Luciano Zuccoli, spentosi prematuramente l'altro giorno dopo una dolorosa agonia. La grande sala era gremita di amici, colleghi, ammiratori. Numerosi i giornalisti, i letterati, gli artisti, e tutto il mondo della colonia italiana di Parigi che voleva dare l'ultimo saluto al romanziere che aveva onorato la letteratura italiana. bbox=[793, 1232, 986, 1424]
section-stars: * * * bbox=[198, 851, 265, 864]
dateline: ROMA, 28 notte. bbox=[474, 1391, 558, 1403]
title-cell: Lloyd Sab. bbox=[1440, 1315, 1491, 1326]
quote-cell: 485,— bbox=[1621, 1338, 1642, 1362]
title-cell: Cons. 3,50% bbox=[1440, 1039, 1470, 1062]
column-5 bbox=[998, 123, 1204, 2191]
headline-titoli: IL CORSO DEI TITOLI TRATTATI NELLE BORSE DEL REGNO bbox=[1219, 220, 1423, 248]
currency-cell: DOLLARI CAN. bbox=[1440, 1558, 1514, 1569]
title-cell: Bianchi bbox=[1540, 1039, 1611, 1064]
paragraph: Il Giornale d'Italia continuando a commentare la rinnovata campagna antitaliana della stampa di Belgrado, rileva che ogni giorno vi è un documento delle piacevolezze jugoslave contro l'Italia e soggiunge: «I giornali di Belgrado si ripetono. Oggi essi insistono sull'argomento dell'Austria, e ci ammoniscono che se l'Italia pensa di tenere saldamente il suo punto di vista, sarà loro preoccupazione di proteggere gli interessi della Jugoslavia. Una mentalità da bazar, che non sappiamo quale credito possa avere nelle cancellerie europee. La restaurazione bbox=[571, 1594, 781, 1799]
paragraph: La Pravda polemizzando con la Neue Freie Presse, sostiene che negli ultimi anni Vienna fu un asilo di avventurieri emigrati, cospiratori, agenti pagati da certi Stati. «Le nostre proteste — scrive il giornale — come la stampa austriaca conferma, erano fondate, ma occorrerebbe che il Governo di Vienna riconoscesse impossibile l'azione di tali organizzazioni». Nella stessa polemica l'organo ufficioso Politika, respingendo le affermazioni della Neue Freie Presse, scrive che stando alle rivelazioni dell'Arbeiter Zeitung, apertamente viene dimostrato che le Heimwehren, sono finanziate dall'Italia. «La palese difesa che la stampa italiana fa delle Heimwehren contro la Jugoslavia non potrà essere smentita». bbox=[571, 1320, 781, 1589]
quote-cell: 325,— bbox=[1621, 1291, 1642, 1314]
paragraph: L'Albania ha festeggiato quest'anno col consueto entusiasmo il 28 novembre festa dell'indipendenza nazionale. Il Corpo diplomatico e le autorità si sono recate a porgere gli auguri al Sovrano mentre un imponente corteo ha percorso le vie della capitale al canto degli inni nazionali. Il Ministro degli Esteri, Rauf Fico, ha offerto un pranzo al Corpo diplomatico seguito da un sontuoso ricevimento al quale sono intervenute tutte le autorità. bbox=[571, 244, 781, 410]
dateline: ROMA, 28. bbox=[504, 1015, 558, 1027]
headline-sei-giorni: La «Sei giorni» di Madison bbox=[1004, 1462, 1198, 1478]
paragraph: Ho notato, appena sceso dal treno e incamminatomi per la via rettilinea che dalla stazione ferroviaria conduce al lago (la borgata ha due sole strade principali, che si intersecano a croce nel piazzale della chiesa), la corrispondenza immediata e costante fra il paese che Puccini abitò e predilesse, e le creature di fantasia scaturite dal genio dell'immortale compositore. Tutto è raccolto, tacito, mestamente gentile; i clamori balneari della non lontana Viareggio qui si placano in un'atmosfera di pace, e forse anche di morte. Di qui, da questo clima dolce e pensoso, da queste acque morbide e consuevolte, hanno spiccato il volo i fantasmi di dolore e di amore che commossero e commuovono i cuori degli uomini, finchè sulla terra abbia un palpito l'umana umana, innanzi alla stessa maestà del mondo. Manon, Mimì, Tosca, Cio-Cio-San, Minnie, Turandot, qui sono nate, nel trepido affetto della immaginazione, corsa sulla tastiera magica del pianoforte. bbox=[120, 1380, 344, 1713]
table-row bbox=[1439, 1315, 1644, 1327]
paragraph: (Rapporto della R. Cantina Sperimentale di Arezzo). In generale sulle piazze vinicole della Toscana si nota un discreto movimento di affari per quanto riguarda i vini da pasto. I prezzi si mantengono sostenuti per i vini di buona gradazione. Chianti: da L. 280 a L. 360 all'ettolitro; vini comuni da L. 180 a 240. bbox=[1216, 1230, 1426, 1345]
vambo-photo bbox=[571, 1798, 986, 2138]
title-cell: Alfa Romeo bbox=[1540, 1099, 1611, 1111]
quote-cell: 3800,— bbox=[1511, 1207, 1538, 1230]
currency-cell: SVIZZERA bbox=[1440, 1486, 1492, 1497]
dateline: PARIGI, 28 notte. bbox=[898, 555, 986, 567]
dateline: ROMA, 28 notte. bbox=[902, 263, 986, 275]
table-row bbox=[1439, 1087, 1644, 1099]
quote-cell: 82,50 bbox=[1511, 1069, 1538, 1080]
paragraph: La Squadra Nazionale che rappresenterà i colori d'Italia contro il Portogallo domenica, 1° dicembre, sul campo di Milano, sarà così composta: Combi (Juventus); Rosetta (Juventus), Caligaris (Casale); Pitto (Bologna), Bernardini (Lazio), Pietroboni (Ambrosiana); Costantino (Bari), Baloncieri (Torino), Meazza (Ambrosiana), Magnozzi (Livorno), Orsi (Juventus). Riserve: Cevenini, Monzeglio, Serantoni. bbox=[998, 971, 1204, 1125]
rate-cell: 369,40 bbox=[1609, 1486, 1642, 1497]
cambi-table bbox=[1439, 1462, 1644, 1582]
paragraph: Il Re, il Principe Ereditario, il Capo del Governo e le più alte cariche dello Stato hanno ricevuto numerosi messaggi di felicitazione, e nella serata il corpo diplomatico ha preso parte al ricevimento offerto a Palazzo. bbox=[793, 123, 986, 213]
title-cell: Pirelli bbox=[1540, 1243, 1611, 1267]
quote-cell: 29,— bbox=[1617, 1099, 1642, 1110]
